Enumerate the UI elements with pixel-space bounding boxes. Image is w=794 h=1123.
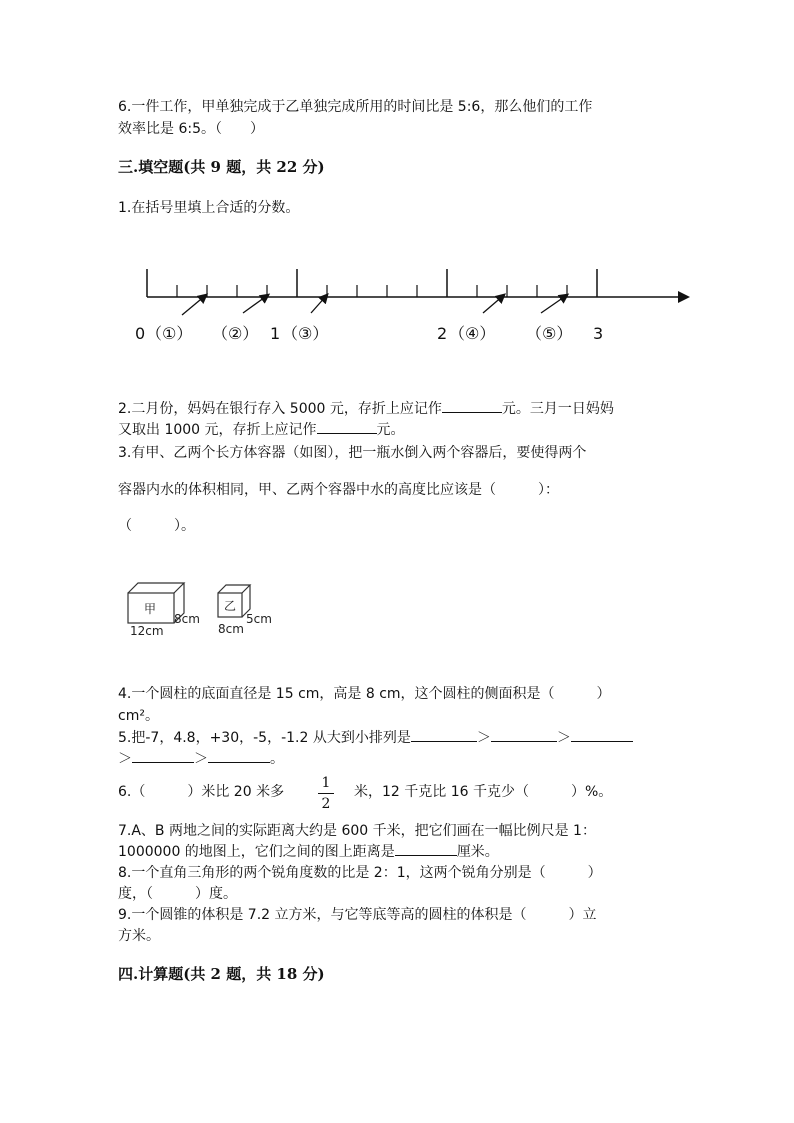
section-3-title: 三.填空题(共 9 题，共 22 分) [118,158,325,176]
fraction-one-half [318,774,334,813]
question-9-line1: 9.一个圆锥的体积是 7.2 立方米，与它等底等高的圆柱的体积是（ ）立 [118,907,597,923]
box-yi-height: 5cm [246,612,272,626]
question-6-part-b: 米，12 千克比 16 千克少（ ）%。 [354,784,613,800]
q2-text-c: 又取出 1000 元，存折上应记作 [118,422,317,438]
question-6-prev-line1: 6.一件工作，甲单独完成于乙单独完成所用的时间比是 5:6，那么他们的工作 [118,99,593,115]
answer-blank[interactable] [442,398,502,413]
gt-sign: ＞ [556,730,571,746]
question-5-line1 [118,727,633,749]
question-9-line2: 方米。 [118,928,160,944]
q5-text: 5.把-7，4.8，+30，-5，-1.2 从大到小排列是 [118,730,411,746]
gt-sign: ＞ [476,730,491,746]
question-2-line2 [118,419,405,441]
question-7-line1: 7.A、B 两地之间的实际距离大约是 600 千米，把它们画在一幅比例尺是 1： [118,823,596,839]
nl-label-4: （③） [282,324,329,343]
question-3-line2: 容器内水的体积相同，甲、乙两个容器中水的高度比应该是（ ）： [118,482,559,498]
question-4-line2: cm²。 [118,708,159,724]
question-6-prev-line2: 效率比是 6:5。（ ） [118,121,264,137]
question-3-line3: （ ）。 [118,518,195,534]
answer-blank[interactable] [132,748,194,763]
question-6-part-a: 6.（ ）米比 20 米多 [118,784,285,800]
q2-text-b: 元。三月一日妈妈 [501,401,614,417]
box-yi-label: 乙 [224,599,237,613]
nl-label-5: 2 [437,324,448,343]
nl-label-8: 3 [593,324,604,343]
question-7-line2 [118,841,499,863]
fraction-bar [318,793,334,794]
question-5-line2 [118,748,284,770]
gt-sign: ＞ [194,751,208,767]
q7-text-b: 厘米。 [456,844,499,860]
axis-arrowhead [678,291,690,303]
q7-text-a: 1000000 的地图上，它们之间的图上距离是 [118,844,395,860]
box-jia-width: 12cm [130,624,164,638]
answer-blank[interactable] [395,841,457,856]
nl-label-3: 1 [270,324,281,343]
answer-blank[interactable] [491,727,557,742]
question-3-line1: 3.有甲、乙两个长方体容器（如图），把一瓶水倒入两个容器后，要使得两个 [118,445,587,461]
nl-label-1: （①） [146,324,193,343]
nl-label-7: （⑤） [526,324,573,343]
q2-text-a: 2.二月份，妈妈在银行存入 5000 元，存折上应记作 [118,401,442,417]
question-8-line1: 8.一个直角三角形的两个锐角度数的比是 2：1，这两个锐角分别是（ ） [118,865,602,881]
question-1-text: 1.在括号里填上合适的分数。 [118,200,300,216]
arrow-1 [182,295,206,315]
nl-label-0: 0 [135,324,146,343]
question-4-line1: 4.一个圆柱的底面直径是 15 cm，高是 8 cm，这个圆柱的侧面积是（ ） [118,686,611,702]
q2-text-d: 元。 [376,422,405,438]
box-yi-width: 8cm [218,622,244,636]
question-8-line2: 度，（ ）度。 [118,886,237,902]
gt-sign: ＞ [118,751,132,767]
nl-label-2: （②） [212,324,259,343]
answer-blank[interactable] [208,748,270,763]
containers-figure [118,575,278,645]
box-jia-height: 8cm [174,612,200,626]
question-2-line1 [118,398,614,420]
nl-label-6: （④） [449,324,496,343]
number-line [135,269,690,343]
number-line-figure [0,255,794,375]
fraction-numerator: 1 [321,775,331,791]
section-4-title: 四.计算题(共 2 题，共 18 分) [118,965,325,983]
answer-blank[interactable] [411,727,477,742]
fraction-denominator: 2 [321,796,331,812]
answer-blank[interactable] [317,419,377,434]
box-jia-label: 甲 [144,602,157,616]
answer-blank[interactable] [571,727,633,742]
period: 。 [270,751,284,767]
